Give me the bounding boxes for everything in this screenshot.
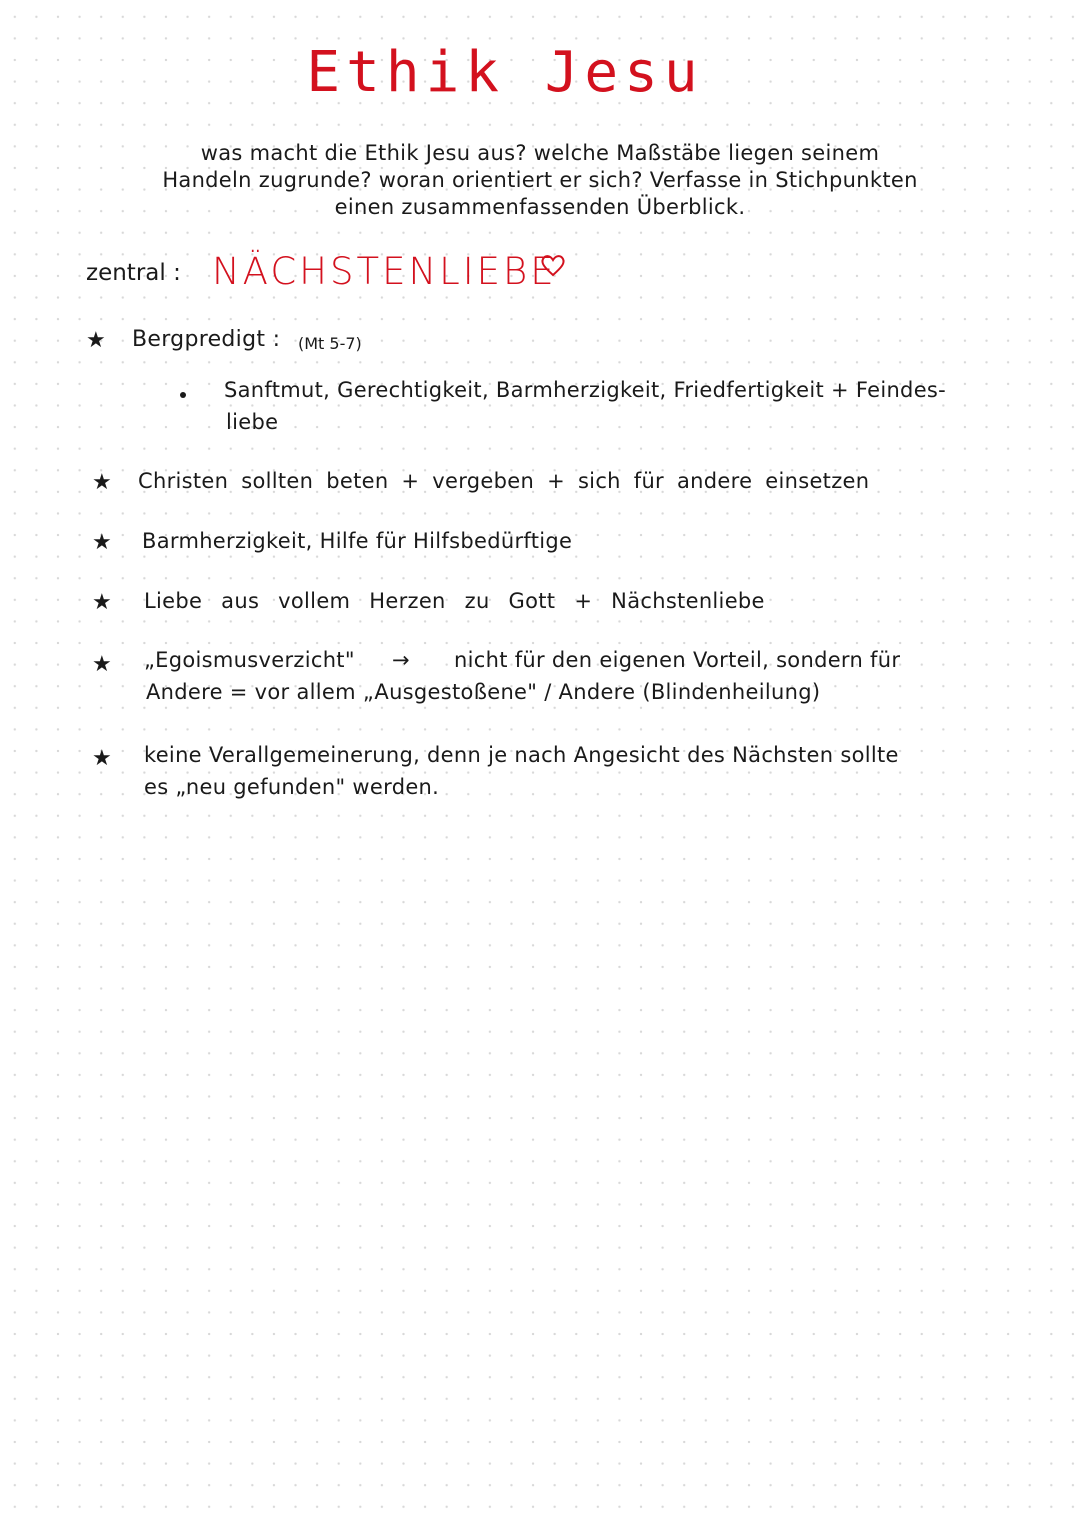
heart-icon [540, 252, 566, 285]
task-prompt [60, 140, 1020, 221]
task-line-2: Handeln zugrunde? woran orientiert er sich? Verfasse in Stichpunkten [162, 168, 918, 192]
item-egoismus-explanation-cont: Andere = vor allem „Ausgestoßene" / Andere (Blindenheilung) [146, 680, 821, 704]
item-egoismus-label: „Egoismusverzicht" [144, 648, 355, 672]
item-barmherzigkeit-text: Barmherzigkeit, Hilfe für Hilfsbedürftige [142, 529, 573, 553]
item-liebe-text: Liebe aus vollem Herzen zu Gott + Nächstenliebe [144, 589, 765, 613]
task-line-3: einen zusammenfassenden Überblick. [334, 195, 746, 219]
item-bergpredigt-label: Bergpredigt : [132, 327, 281, 352]
item-bergpredigt-virtues: Sanftmut, Gerechtigkeit, Barmherzigkeit, Friedfertigkeit + Feindes- [224, 378, 947, 402]
bullet-star-icon: ★ [92, 590, 112, 615]
sub-bullet-dot [180, 392, 186, 398]
arrow-right-icon: → [392, 648, 410, 672]
item-verallgemeinerung-text: keine Verallgemeinerung, denn je nach Angesicht des Nächsten sollte [144, 743, 899, 767]
item-bergpredigt-reference: (Mt 5-7) [298, 334, 362, 353]
item-verallgemeinerung-text-cont: es „neu gefunden" werden. [144, 775, 440, 799]
page-title: Ethik Jesu [306, 40, 704, 105]
central-label: zentral : [86, 260, 181, 286]
item-christen-text: Christen sollten beten + vergeben + sich für andere einsetzen [138, 469, 870, 493]
item-egoismus-explanation: nicht für den eigenen Vorteil, sondern für [454, 648, 901, 672]
bullet-star-icon: ★ [92, 530, 112, 555]
bullet-star-icon: ★ [92, 746, 112, 771]
bullet-star-icon: ★ [92, 470, 112, 495]
task-line-1: was macht die Ethik Jesu aus? welche Maßstäbe liegen seinem [200, 141, 880, 165]
central-value: NÄCHSTENLIEBE [212, 250, 557, 293]
bullet-star-icon: ★ [86, 328, 106, 353]
bullet-star-icon: ★ [92, 652, 112, 677]
item-bergpredigt-virtues-cont: liebe [226, 410, 279, 434]
